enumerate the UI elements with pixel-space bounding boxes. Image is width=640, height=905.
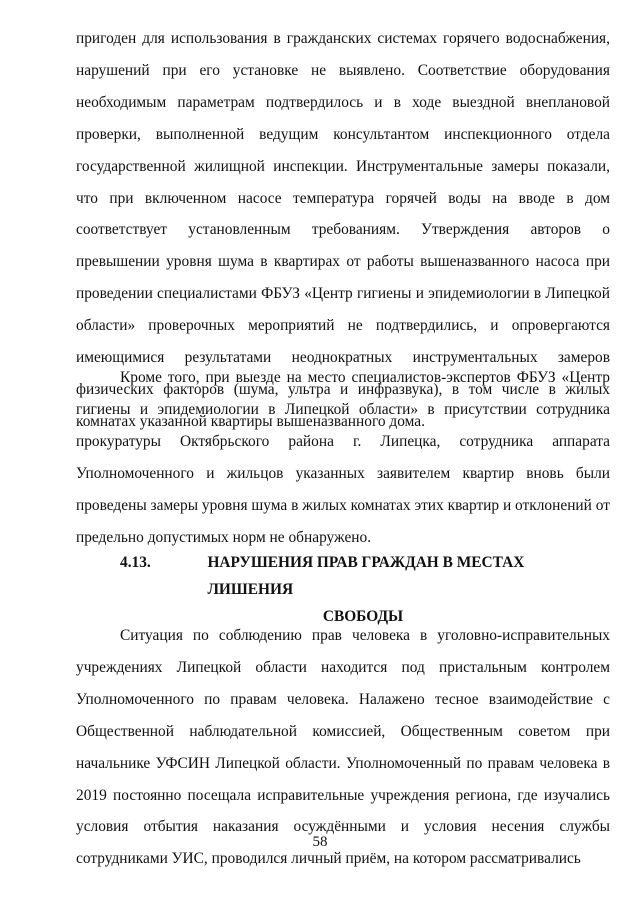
body-paragraph: Кроме того, при выезде на место специалистов-экспертов ФБУЗ «Центр гигиены и эпидемиологии в Липецкой области» в присутствии сотрудника прокуратуры Октябрьского района г. Липецка, сотрудника аппарата Уполномоченного и жильцов указанных заявителем квартир вновь были проведены замеры уровня шума в жилых комнатах этих квартир и отклонений от предельно допустимых норм не обнаружено. bbox=[76, 369, 610, 546]
section-heading bbox=[76, 549, 610, 630]
body-paragraph: пригоден для использования в гражданских системах горячего водоснабжения, нарушений при его установке не выявлено. Соответствие оборудования необходимым параметрам подтвердилось и в ходе выездной внеплановой проверки, выполненной ведущим консультантом инспекционного отдела государственной жилищной инспекции. Инструментальные замеры показали, что при включенном насосе температура горячей воды на вводе в дом соответствует установленным требованиям. Утверждения авторов о превышении уровня шума в квартирах от работы вышеназванного насоса при проведении специалистами ФБУЗ «Центр гигиены и эпидемиологии в Липецкой области» проверочных мероприятий не подтвердились, и опровергаются имеющимися результатами неоднократных инструментальных замеров физических факторов (шума, ультра и инфразвука), в том числе в жилых комнатах указанной квартиры вышеназванного дома. bbox=[76, 30, 610, 430]
section-number: 4.13. bbox=[120, 554, 151, 571]
section-title-line: СВОБОДЫ bbox=[322, 608, 404, 625]
page-number: 58 bbox=[312, 834, 328, 850]
body-paragraph: Ситуация по соблюдению прав человека в уголовно-исправительных учреждениях Липецкой области находится под пристальным контролем Уполномоченного по правам человека. Налажено тесное взаимодействие с Общественной наблюдательной комиссией, Общественным советом при начальнике УФСИН Липецкой области. Уполномоченный по правам человека в 2019 постоянно посещала исправительные учреждения региона, где изучались условия отбытия наказания осуждёнными и условия несения службы сотрудниками УИС, проводился личный приём, на котором рассматривались bbox=[76, 627, 610, 868]
section-title-line: НАРУШЕНИЯ ПРАВ ГРАЖДАН В МЕСТАХ ЛИШЕНИЯ bbox=[207, 554, 525, 598]
